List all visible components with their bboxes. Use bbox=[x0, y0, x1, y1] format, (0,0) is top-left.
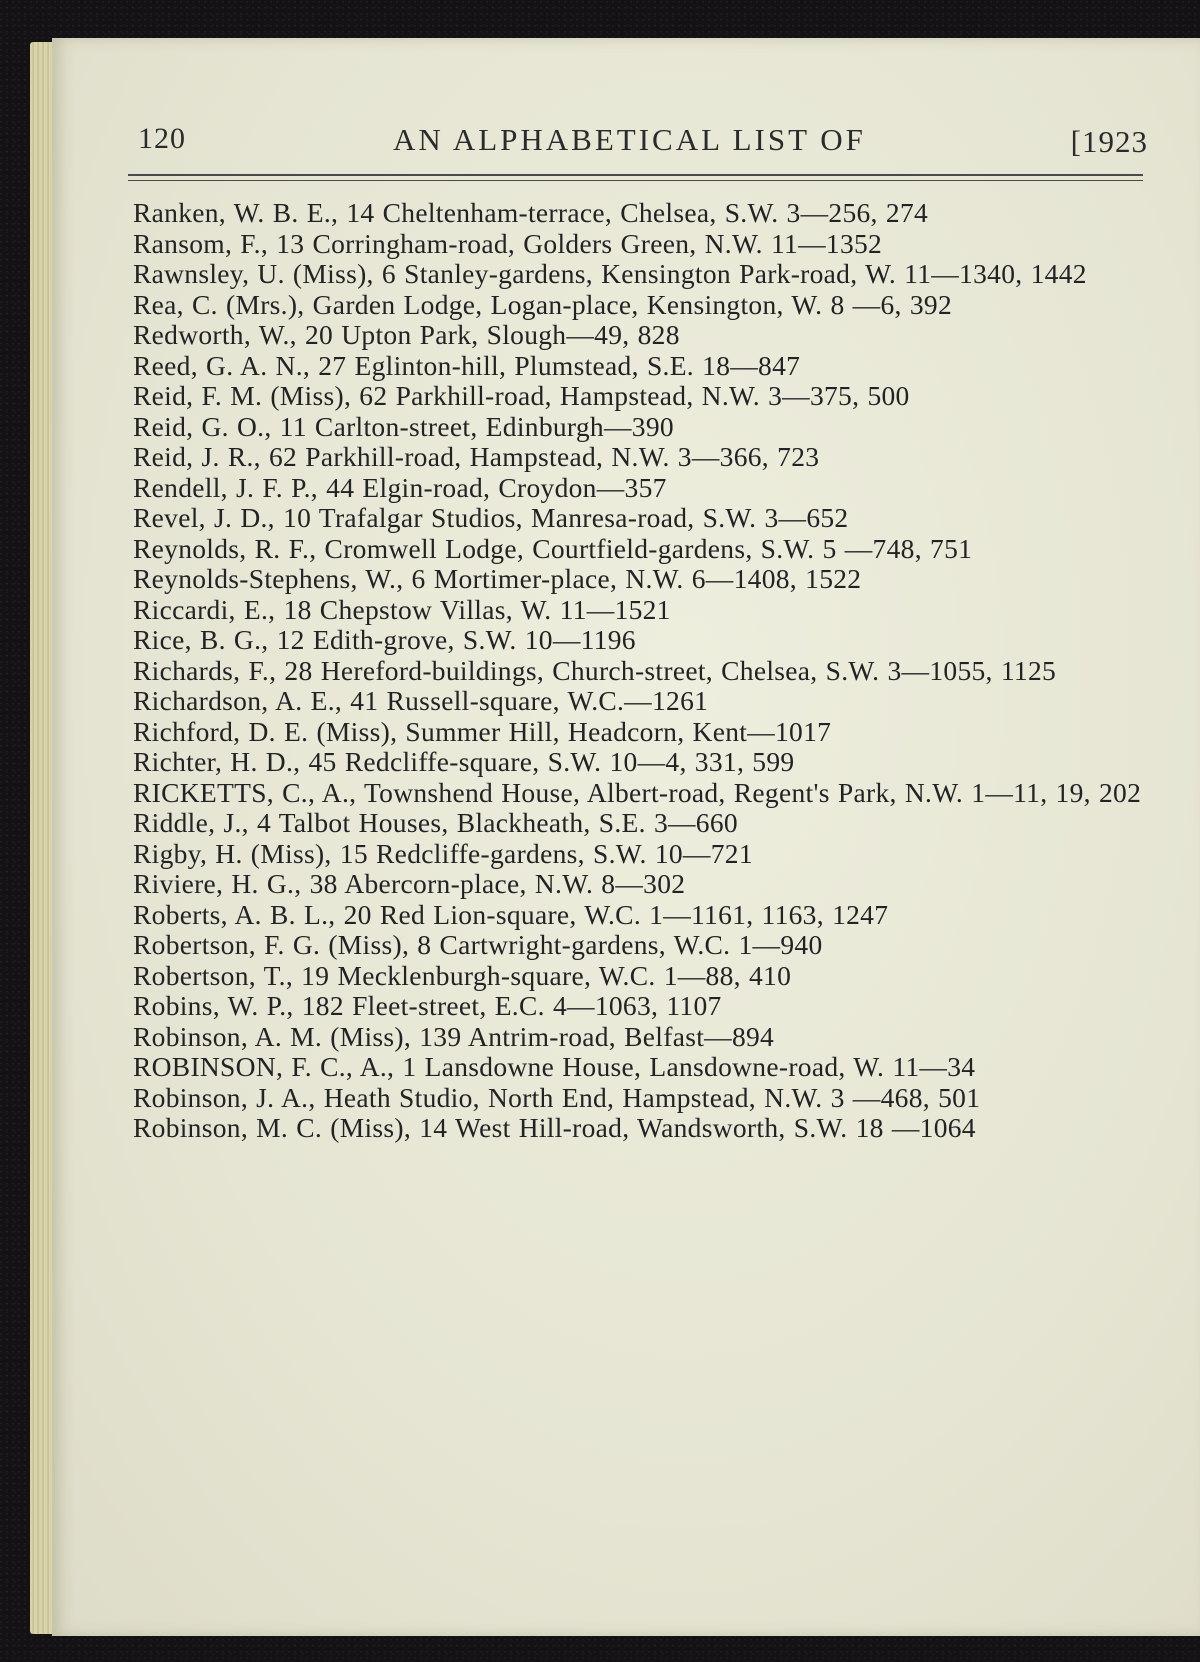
list-entry: Ransom, F., 13 Corringham-road, Golders Green, N.W. 11—1352 bbox=[133, 227, 883, 259]
list-entry: RICKETTS, C., A., Townshend House, Albert-road, Regent's Park, N.W. 1—11, 19, 202 bbox=[133, 776, 1142, 808]
list-entry: Reid, J. R., 62 Parkhill-road, Hampstead, N.W. 3—366, 723 bbox=[133, 441, 820, 472]
list-entry: Rawnsley, U. (Miss), 6 Stanley-gardens, Kensington Park-road, W. 11—1340, 1442 bbox=[133, 258, 1087, 289]
list-entry: Revel, J. D., 10 Trafalgar Studios, Manresa-road, S.W. 3—652 bbox=[133, 502, 849, 533]
list-entry: Redworth, W., 20 Upton Park, Slough—49, 828 bbox=[133, 319, 680, 350]
list-entry: Ranken, W. B. E., 14 Cheltenham-terrace, Chelsea, S.W. 3—256, 274 bbox=[133, 197, 929, 228]
list-entry: Robinson, M. C. (Miss), 14 West Hill-road, Wandsworth, S.W. 18 —1064 bbox=[133, 1112, 976, 1143]
list-entry: Rigby, H. (Miss), 15 Redcliffe-gardens, S.W. 10—721 bbox=[133, 837, 753, 869]
list-entry: Reid, F. M. (Miss), 62 Parkhill-road, Hampstead, N.W. 3—375, 500 bbox=[133, 380, 910, 411]
header-rule bbox=[128, 174, 1143, 176]
list-entry: Richter, H. D., 45 Redcliffe-square, S.W. 10—4, 331, 599 bbox=[133, 746, 795, 777]
list-entry: Robinson, A. M. (Miss), 139 Antrim-road, Belfast—894 bbox=[133, 1020, 775, 1052]
entry-list bbox=[133, 198, 1153, 1144]
list-entry: Robins, W. P., 182 Fleet-street, E.C. 4—1063, 1107 bbox=[133, 990, 722, 1021]
list-entry: Riccardi, E., 18 Chepstow Villas, W. 11—1521 bbox=[133, 593, 671, 625]
list-entry: Robertson, T., 19 Mecklenburgh-square, W.C. 1—88, 410 bbox=[133, 959, 792, 991]
running-title: AN ALPHABETICAL LIST OF bbox=[393, 122, 866, 157]
year-label: [1923 bbox=[1070, 124, 1148, 159]
page-number: 120 bbox=[138, 122, 186, 155]
list-entry: Reed, G. A. N., 27 Eglinton-hill, Plumstead, S.E. 18—847 bbox=[133, 349, 801, 381]
list-entry: Robinson, J. A., Heath Studio, North End, Hampstead, N.W. 3 —468, 501 bbox=[133, 1081, 981, 1113]
list-entry: Riviere, H. G., 38 Abercorn-place, N.W. 8—302 bbox=[133, 868, 686, 899]
list-entry: Riddle, J., 4 Talbot Houses, Blackheath, S.E. 3—660 bbox=[133, 807, 738, 838]
list-entry: Reynolds, R. F., Cromwell Lodge, Courtfield-gardens, S.W. 5 —748, 751 bbox=[133, 532, 973, 564]
list-entry: ROBINSON, F. C., A., 1 Lansdowne House, Lansdowne-road, W. 11—34 bbox=[133, 1051, 976, 1082]
list-entry: Reid, G. O., 11 Carlton-street, Edinburgh—390 bbox=[133, 410, 674, 442]
list-entry: Rice, B. G., 12 Edith-grove, S.W. 10—1196 bbox=[133, 624, 636, 655]
list-entry: Richford, D. E. (Miss), Summer Hill, Headcorn, Kent—1017 bbox=[133, 715, 832, 747]
list-entry: Richardson, A. E., 41 Russell-square, W.C.—1261 bbox=[133, 685, 709, 716]
header-rule-thin bbox=[128, 180, 1143, 181]
list-entry: Reynolds-Stephens, W., 6 Mortimer-place, N.W. 6—1408, 1522 bbox=[133, 563, 862, 594]
list-entry: Robertson, F. G. (Miss), 8 Cartwright-gardens, W.C. 1—940 bbox=[133, 929, 823, 960]
list-entry: Rendell, J. F. P., 44 Elgin-road, Croydon—357 bbox=[133, 471, 667, 503]
list-entry: Roberts, A. B. L., 20 Red Lion-square, W.C. 1—1161, 1163, 1247 bbox=[133, 898, 889, 930]
page-header bbox=[138, 120, 1148, 170]
list-entry: Rea, C. (Mrs.), Garden Lodge, Logan-place, Kensington, W. 8 —6, 392 bbox=[133, 288, 953, 320]
list-entry: Richards, F., 28 Hereford-buildings, Church-street, Chelsea, S.W. 3—1055, 1125 bbox=[133, 654, 1057, 686]
